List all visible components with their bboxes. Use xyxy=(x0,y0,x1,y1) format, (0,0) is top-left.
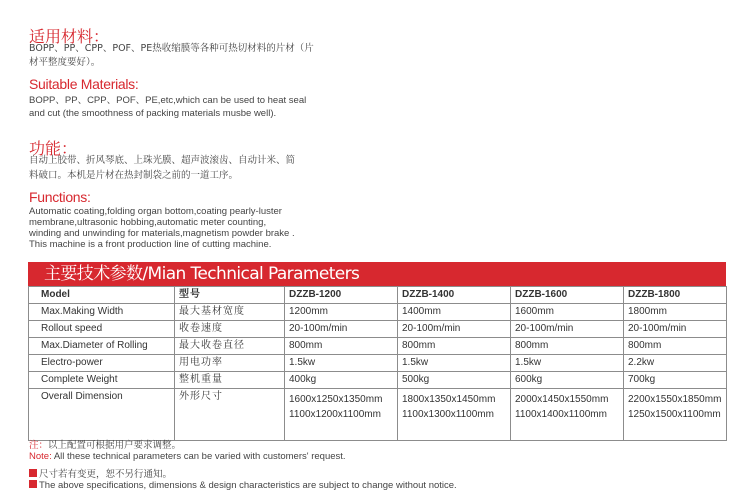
row-label-cn: 整机重量 xyxy=(175,372,285,389)
table-row xyxy=(29,338,727,355)
cell-value: 800mm xyxy=(511,338,624,355)
change-notice-en-text: The above specifications, dimensions & design characteristics are subject to change without notice. xyxy=(39,480,457,491)
dimension-line-1: 1600x1250x1350mm xyxy=(289,394,383,405)
table-row xyxy=(29,372,727,389)
cell-value: 600kg xyxy=(511,372,624,389)
dimension-line-2: 1250x1500x1100mm xyxy=(628,409,721,420)
functions-desc-en-3: winding and unwinding for materials,magnetism powder brake . xyxy=(29,228,295,239)
cell-value: 400kg xyxy=(285,372,398,389)
dimension-cell xyxy=(624,389,727,441)
cell-value: 1800mm xyxy=(624,304,727,321)
header-model: Model xyxy=(29,287,175,304)
cell-value: 800mm xyxy=(285,338,398,355)
table-row xyxy=(29,355,727,372)
header-model-cn: 型号 xyxy=(175,287,285,304)
dimension-cell xyxy=(398,389,511,441)
functions-title-cn: 功能： xyxy=(29,139,78,158)
cell-value: 1.5kw xyxy=(398,355,511,372)
table-row xyxy=(29,321,727,338)
materials-title-cn: 适用材料： xyxy=(29,27,110,46)
row-label-cn: 最大基材宽度 xyxy=(175,304,285,321)
dimension-line-1: 1800x1350x1450mm xyxy=(402,394,496,405)
row-label-en: Max.Making Width xyxy=(29,304,175,321)
functions-desc-en-4: This machine is a front production line of cutting machine. xyxy=(29,239,272,250)
change-notice-cn-text: 尺寸若有变更，恕不另行通知。 xyxy=(39,469,173,480)
functions-desc-en-1: Automatic coating,folding organ bottom,coating pearly-luster xyxy=(29,206,282,217)
note-en-label: Note: xyxy=(29,451,52,462)
note-cn xyxy=(29,437,181,451)
materials-desc-cn-1: BOPP、PP、CPP、POF、PE热收缩膜等各种可热切材料的片材（片 xyxy=(29,43,314,54)
row-label-cn: 收卷速度 xyxy=(175,321,285,338)
note-en xyxy=(29,451,346,462)
cell-value: 800mm xyxy=(398,338,511,355)
change-notice-en xyxy=(29,480,457,491)
materials-title-en: Suitable Materials: xyxy=(29,76,139,92)
cell-value: 20-100m/min xyxy=(624,321,727,338)
dimension-cell xyxy=(511,389,624,441)
cell-value: 500kg xyxy=(398,372,511,389)
cell-value: 1400mm xyxy=(398,304,511,321)
row-label-cn: 用电功率 xyxy=(175,355,285,372)
header-dzzb-1800: DZZB-1800 xyxy=(624,287,727,304)
change-notice-cn xyxy=(29,466,172,480)
header-dzzb-1400: DZZB-1400 xyxy=(398,287,511,304)
header-dzzb-1200: DZZB-1200 xyxy=(285,287,398,304)
cell-value: 20-100m/min xyxy=(511,321,624,338)
cell-value: 1200mm xyxy=(285,304,398,321)
row-label-en: Overall Dimension xyxy=(29,389,175,441)
cell-value: 20-100m/min xyxy=(398,321,511,338)
functions-desc-cn-2: 料破口。本机是片材在热封制袋之前的一道工序。 xyxy=(29,170,239,181)
red-square-icon xyxy=(29,480,37,488)
row-label-en: Max.Diameter of Rolling xyxy=(29,338,175,355)
row-label-cn: 最大收卷直径 xyxy=(175,338,285,355)
materials-desc-cn-2: 材平整度要好）。 xyxy=(29,57,101,68)
cell-value: 700kg xyxy=(624,372,727,389)
cell-value: 1.5kw xyxy=(285,355,398,372)
dimension-line-2: 1100x1300x1100mm xyxy=(402,409,494,420)
row-label-en: Electro-power xyxy=(29,355,175,372)
cell-value: 20-100m/min xyxy=(285,321,398,338)
functions-desc-cn-1: 自动上胶带、折风琴底、上珠光膜、超声波滚齿、自动计米、简 xyxy=(29,155,296,166)
note-en-text: All these technical parameters can be varied with customers' request. xyxy=(51,451,346,462)
note-cn-text: 以上配置可根据用户要求调整。 xyxy=(48,440,182,451)
dimension-cell xyxy=(285,389,398,441)
dimension-line-2: 1100x1200x1100mm xyxy=(289,409,381,420)
cell-value: 2.2kw xyxy=(624,355,727,372)
parameters-title: 主要技术参数/Mian Technical Parameters xyxy=(44,264,360,284)
materials-desc-en-2: and cut (the smoothness of packing materials musbe well). xyxy=(29,108,277,119)
functions-desc-en-2: membrane,ultrasonic hobbing,automatic meter counting, xyxy=(29,217,267,228)
parameters-table xyxy=(28,286,727,441)
row-label-en: Rollout speed xyxy=(29,321,175,338)
header-dzzb-1600: DZZB-1600 xyxy=(511,287,624,304)
dimension-line-1: 2200x1550x1850mm xyxy=(628,394,722,405)
dimension-line-2: 1100x1400x1100mm xyxy=(515,409,607,420)
row-label-en: Complete Weight xyxy=(29,372,175,389)
table-row-dimension xyxy=(29,389,727,441)
cell-value: 1600mm xyxy=(511,304,624,321)
functions-title-en: Functions: xyxy=(29,189,91,205)
note-cn-label: 注： xyxy=(29,440,49,451)
row-label-cn: 外形尺寸 xyxy=(175,389,285,441)
table-header-row xyxy=(29,287,727,304)
dimension-line-1: 2000x1450x1550mm xyxy=(515,394,609,405)
materials-desc-en-1: BOPP、PP、CPP、POF、PE,etc,which can be used to heat seal xyxy=(29,95,307,106)
cell-value: 800mm xyxy=(624,338,727,355)
table-row xyxy=(29,304,727,321)
red-square-icon xyxy=(29,469,37,477)
cell-value: 1.5kw xyxy=(511,355,624,372)
